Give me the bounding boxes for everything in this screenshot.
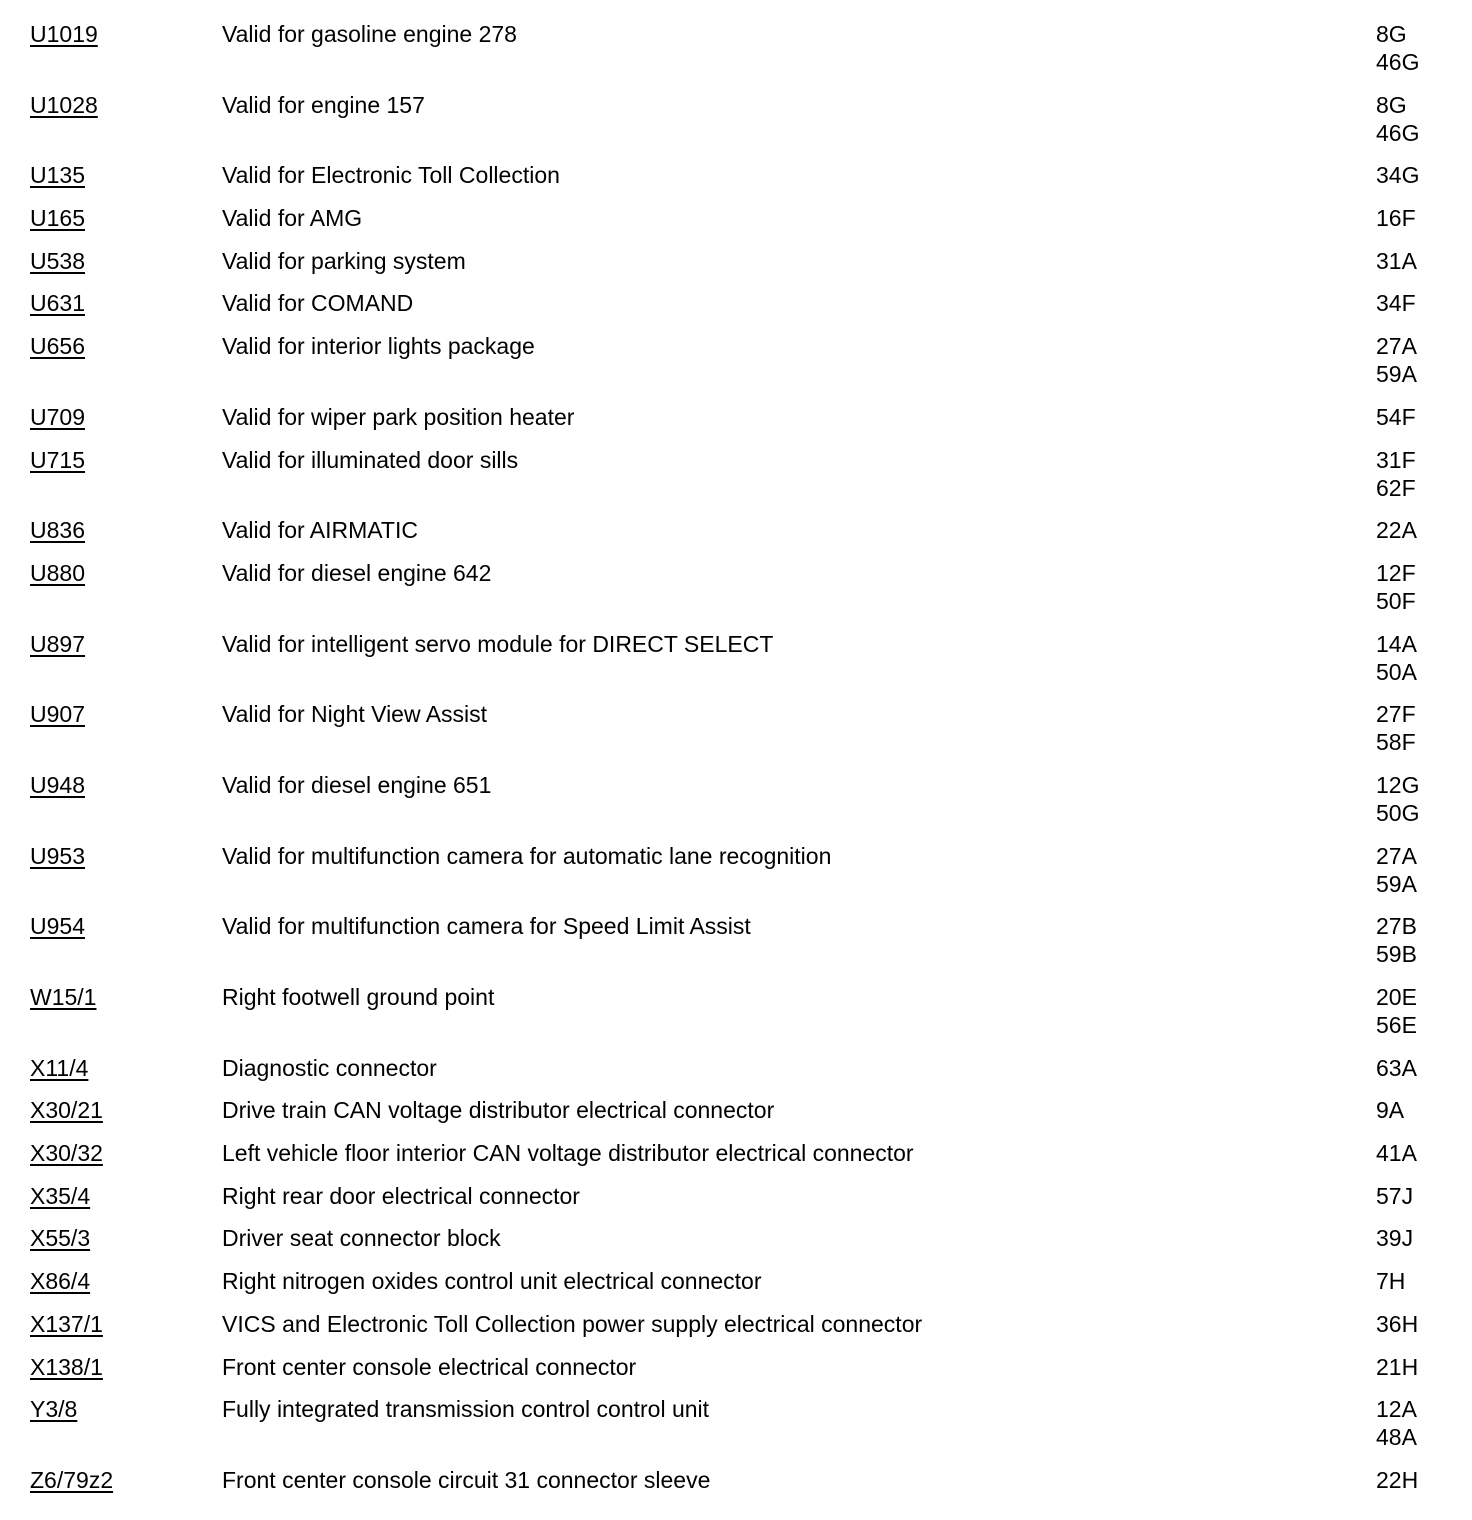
component-description: Fully integrated transmission control control unit <box>222 1396 710 1423</box>
grid-reference: 50A <box>1376 658 1417 685</box>
component-code-link[interactable]: X35/4 <box>30 1182 91 1209</box>
grid-references <box>1376 842 1442 898</box>
grid-reference: 27A <box>1376 842 1417 869</box>
grid-references <box>1376 1224 1442 1252</box>
grid-references <box>1376 912 1442 968</box>
component-description: Valid for diesel engine 642 <box>222 559 492 586</box>
component-description: Valid for interior lights package <box>222 333 535 360</box>
grid-references <box>1376 700 1442 756</box>
grid-reference: 59A <box>1376 870 1417 897</box>
legend-row <box>30 1224 1442 1267</box>
grid-references <box>1376 1353 1442 1381</box>
grid-reference: 31F <box>1376 446 1416 473</box>
grid-references <box>1376 91 1442 147</box>
component-description: Valid for Night View Assist <box>222 701 488 728</box>
component-description: Left vehicle floor interior CAN voltage distributor electrical connector <box>222 1140 914 1167</box>
component-code-link[interactable]: U948 <box>30 771 85 798</box>
grid-references <box>1376 247 1442 275</box>
component-code-link[interactable]: X137/1 <box>30 1310 103 1337</box>
component-description: Valid for multifunction camera for Speed Limit Assist <box>222 913 751 940</box>
legend-row <box>30 289 1442 332</box>
grid-reference: 50G <box>1376 799 1420 826</box>
grid-reference: 16F <box>1376 205 1416 232</box>
legend-row <box>30 204 1442 247</box>
legend-row <box>30 247 1442 290</box>
grid-reference: 14A <box>1376 630 1417 657</box>
grid-reference: 56E <box>1376 1012 1417 1038</box>
legend-row <box>30 983 1442 1054</box>
grid-references <box>1376 630 1442 686</box>
component-code-link[interactable]: X30/32 <box>30 1140 103 1167</box>
legend-row <box>30 403 1442 446</box>
legend-row <box>30 842 1442 913</box>
legend-row <box>30 559 1442 630</box>
grid-references <box>1376 983 1442 1039</box>
legend-row <box>30 912 1442 983</box>
component-code-link[interactable]: U954 <box>30 913 85 940</box>
component-code-link[interactable]: U836 <box>30 517 85 544</box>
grid-references <box>1376 403 1442 431</box>
component-code-link[interactable]: U135 <box>30 162 85 189</box>
legend-row <box>30 1267 1442 1310</box>
grid-references <box>1376 1139 1442 1167</box>
legend-row <box>30 1096 1442 1139</box>
legend-row <box>30 771 1442 842</box>
grid-reference: 22A <box>1376 517 1417 544</box>
component-description: Driver seat connector block <box>222 1225 501 1252</box>
component-description: Front center console circuit 31 connector sleeve <box>222 1466 711 1493</box>
legend-row <box>30 700 1442 771</box>
grid-references <box>1376 1182 1442 1210</box>
legend-row <box>30 446 1442 517</box>
component-code-link[interactable]: X30/21 <box>30 1097 103 1124</box>
grid-reference: 9A <box>1376 1097 1405 1124</box>
grid-reference: 12A <box>1376 1396 1417 1423</box>
grid-reference: 7H <box>1376 1268 1406 1295</box>
grid-reference: 31A <box>1376 247 1417 274</box>
component-code-link[interactable]: U165 <box>30 205 85 232</box>
legend-row <box>30 630 1442 701</box>
legend-row <box>30 1054 1442 1097</box>
component-description: Valid for illuminated door sills <box>222 446 519 473</box>
component-description: Valid for engine 157 <box>222 91 425 118</box>
component-code-link[interactable]: U897 <box>30 630 85 657</box>
component-code-link[interactable]: W15/1 <box>30 984 97 1010</box>
grid-references <box>1376 771 1442 827</box>
grid-references <box>1376 559 1442 615</box>
legend-row <box>30 1139 1442 1182</box>
component-description: Valid for intelligent servo module for DIRECT SELECT <box>222 630 774 657</box>
component-description: Valid for COMAND <box>222 290 414 317</box>
grid-reference: 59A <box>1376 361 1417 388</box>
grid-reference: 57J <box>1376 1182 1414 1209</box>
legend-row <box>30 91 1442 162</box>
component-code-link[interactable]: Y3/8 <box>30 1396 78 1423</box>
grid-reference: 34F <box>1376 290 1416 317</box>
grid-reference: 48A <box>1376 1424 1417 1451</box>
component-code-link[interactable]: U880 <box>30 559 85 586</box>
legend-row <box>30 332 1442 403</box>
component-description: Valid for parking system <box>222 247 466 274</box>
grid-reference: 62F <box>1376 474 1416 501</box>
grid-reference: 27B <box>1376 913 1417 940</box>
grid-reference: 46G <box>1376 119 1420 146</box>
component-description: Right footwell ground point <box>222 984 495 1010</box>
component-code-link[interactable]: X86/4 <box>30 1268 91 1295</box>
grid-reference: 41A <box>1376 1140 1417 1167</box>
component-description: Right rear door electrical connector <box>222 1182 580 1209</box>
component-code-link[interactable]: U656 <box>30 333 85 360</box>
legend-row <box>30 1353 1442 1396</box>
component-code-link[interactable]: Z6/79z2 <box>30 1466 114 1493</box>
grid-references <box>1376 1310 1442 1338</box>
grid-reference: 50F <box>1376 587 1416 614</box>
grid-reference: 39J <box>1376 1225 1414 1252</box>
component-legend-table <box>30 20 1442 1509</box>
grid-reference: 8G <box>1376 91 1407 118</box>
component-description: Drive train CAN voltage distributor electrical connector <box>222 1097 775 1124</box>
grid-reference: 59B <box>1376 941 1417 968</box>
component-description: Valid for AMG <box>222 205 363 232</box>
grid-references <box>1376 289 1442 317</box>
component-code-link[interactable]: X138/1 <box>30 1353 103 1380</box>
component-code-link[interactable]: X55/3 <box>30 1225 91 1252</box>
component-code-link[interactable]: U953 <box>30 842 85 869</box>
legend-row <box>30 1182 1442 1225</box>
grid-reference: 54F <box>1376 403 1416 430</box>
grid-reference: 27F <box>1376 701 1416 728</box>
component-code-link[interactable]: U538 <box>30 247 85 274</box>
legend-row <box>30 1466 1442 1509</box>
component-description: Valid for Electronic Toll Collection <box>222 162 560 189</box>
grid-references <box>1376 20 1442 76</box>
component-description: Diagnostic connector <box>222 1054 437 1081</box>
component-code-link[interactable]: U709 <box>30 403 85 430</box>
component-description: Front center console electrical connector <box>222 1353 637 1380</box>
grid-references <box>1376 332 1442 388</box>
grid-references <box>1376 1267 1442 1295</box>
grid-reference: 12F <box>1376 559 1416 586</box>
grid-reference: 46G <box>1376 49 1420 75</box>
grid-references <box>1376 1096 1442 1124</box>
component-code-link[interactable]: U1028 <box>30 91 98 118</box>
component-description: Valid for multifunction camera for automatic lane recognition <box>222 842 832 869</box>
grid-reference: 36H <box>1376 1310 1419 1337</box>
component-code-link[interactable]: U1019 <box>30 21 98 47</box>
grid-reference: 20E <box>1376 984 1417 1010</box>
grid-references <box>1376 1054 1442 1082</box>
grid-reference: 58F <box>1376 729 1416 756</box>
legend-row <box>30 20 1442 91</box>
grid-reference: 27A <box>1376 333 1417 360</box>
component-description: VICS and Electronic Toll Collection power supply electrical connector <box>222 1310 923 1337</box>
grid-reference: 12G <box>1376 771 1420 798</box>
component-description: Valid for gasoline engine 278 <box>222 21 517 47</box>
component-code-link[interactable]: U631 <box>30 290 85 317</box>
grid-reference: 8G <box>1376 21 1407 47</box>
component-description: Right nitrogen oxides control unit electrical connector <box>222 1268 762 1295</box>
grid-references <box>1376 1395 1442 1451</box>
grid-references <box>1376 204 1442 232</box>
legend-row <box>30 1395 1442 1466</box>
legend-row <box>30 1310 1442 1353</box>
legend-row <box>30 161 1442 204</box>
component-code-link[interactable]: U715 <box>30 446 85 473</box>
grid-references <box>1376 1466 1442 1494</box>
component-description: Valid for AIRMATIC <box>222 517 418 544</box>
grid-reference: 63A <box>1376 1054 1417 1081</box>
grid-references <box>1376 446 1442 502</box>
grid-reference: 21H <box>1376 1353 1419 1380</box>
grid-references <box>1376 161 1442 189</box>
grid-reference: 22H <box>1376 1466 1419 1493</box>
grid-reference: 34G <box>1376 162 1420 189</box>
component-description: Valid for wiper park position heater <box>222 403 575 430</box>
component-code-link[interactable]: X11/4 <box>30 1054 89 1081</box>
component-description: Valid for diesel engine 651 <box>222 771 492 798</box>
component-code-link[interactable]: U907 <box>30 701 85 728</box>
grid-references <box>1376 516 1442 544</box>
legend-row <box>30 516 1442 559</box>
